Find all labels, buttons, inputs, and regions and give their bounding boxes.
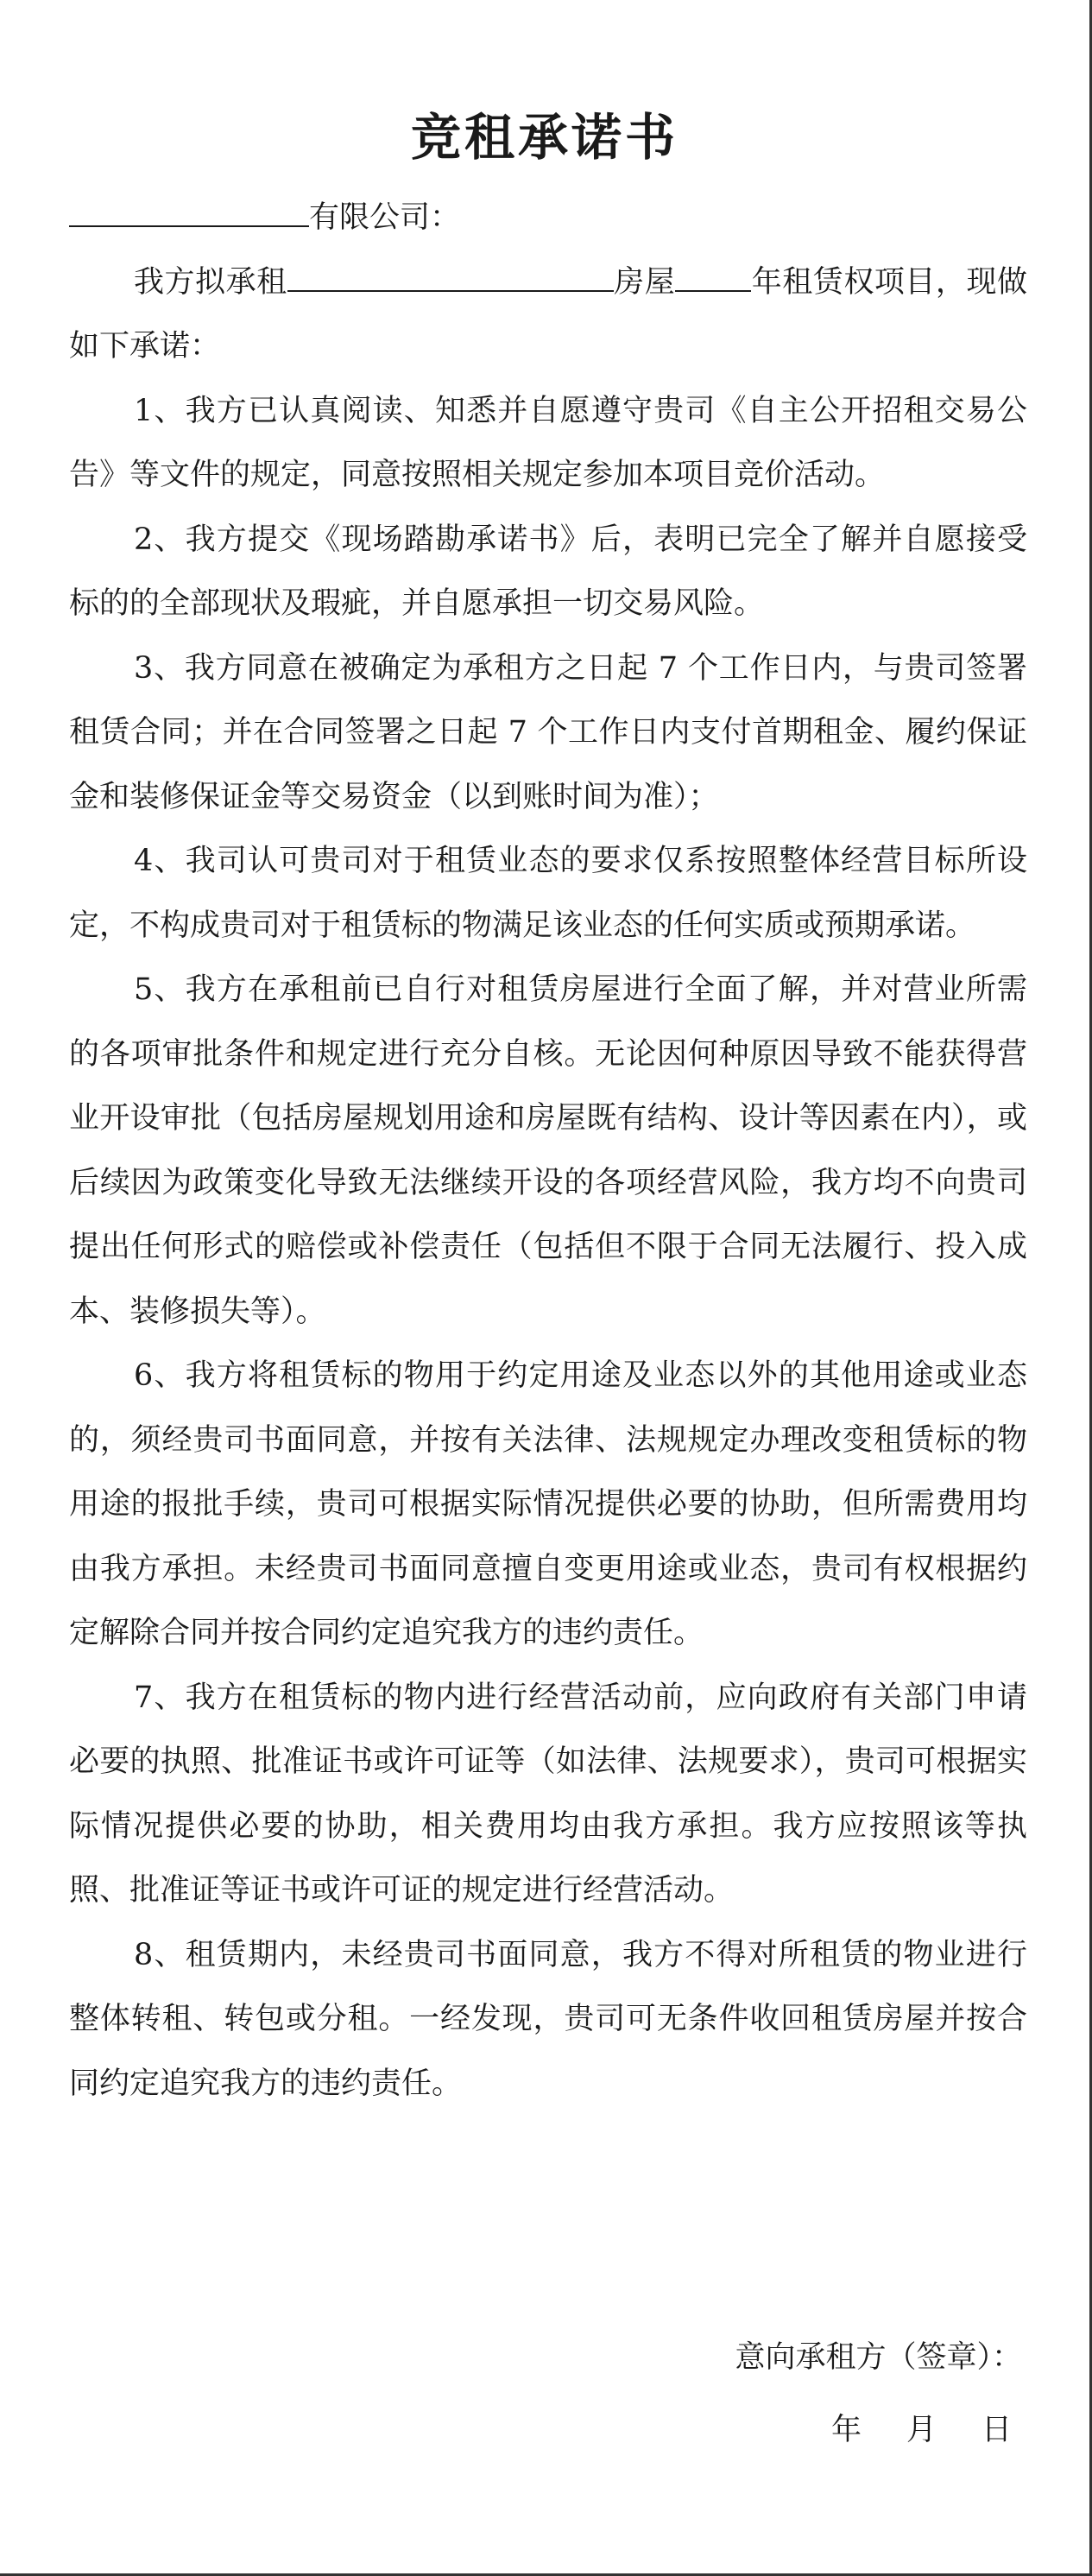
company-name-blank [69,191,309,227]
intro-text-1: 我方拟承租 [134,264,287,300]
addressee-suffix: 有限公司： [309,200,461,235]
clause-8: 8、租赁期内，未经贵司书面同意，我方不得对所租赁的物业进行整体转租、转包或分租。一经发现，贵司可无条件收回租赁房屋并按合同约定追究我方的违约责任。 [69,1937,1027,2101]
intro-text-2: 房屋 [613,264,676,300]
document-title: 竞租承诺书 [410,108,679,167]
clause-5: 5、我方在承租前已自行对租赁房屋进行全面了解，并对营业所需的各项审批条件和规定进行充分自核。无论因何种原因导致不能获得营业开设审批（包括房屋规划用途和房屋既有结构、设计等因素在内），或后续因为政策变化导致无法继续开设的各项经营风险，我方均不向贵司提出任何形式的赔偿或补偿责任（包括但不限于合同无法履行、投入成本、装修损失等）。 [69,972,1027,1329]
signature-label: 意向承租方（签章）： [735,2340,1022,2375]
signature-block [735,2321,1022,2466]
intro-paragraph [69,250,1027,379]
clause-6: 6、我方将租赁标的物用于约定用途及业态以外的其他用途或业态的，须经贵司书面同意，并按有关法律、法规规定办理改变租赁标的物用途的报批手续，贵司可根据实际情况提供必要的协助，但所需费用均由我方承担。未经贵司书面同意擅自变更用途或业态，贵司有权根据约定解除合同并按合同约定追究我方的违约责任。 [69,1358,1027,1650]
clause-2: 2、我方提交《现场踏勘承诺书》后，表明已完全了解并自愿接受标的的全部现状及瑕疵，并自愿承担一切交易风险。 [69,522,1027,621]
date-line [735,2394,1022,2466]
date-month: 月 [906,2413,937,2447]
document-body [69,186,1027,2116]
house-blank [287,256,614,292]
clause-7: 7、我方在租赁标的物内进行经营活动前，应向政府有关部门申请必要的执照、批准证书或许可证等（如法律、法规要求），贵司可根据实际情况提供必要的协助，相关费用均由我方承担。我方应按照该等执照、批准证等证书或许可证的规定进行经营活动。 [69,1680,1027,1908]
clause-3: 3、我方同意在被确定为承租方之日起 7 个工作日内，与贵司签署租赁合同；并在合同签署之日起 7 个工作日内支付首期租金、履约保证金和装修保证金等交易资金（以到账时间为准）； [69,650,1027,814]
years-blank [675,256,751,292]
addressee-line [69,186,1027,250]
date-day: 日 [981,2413,1012,2447]
intro-text-3: 年租赁权项目，现做如下承诺： [69,264,1027,364]
date-year: 年 [830,2413,862,2447]
clause-4: 4、我司认可贵司对于租赁业态的要求仅系按照整体经营目标所设定，不构成贵司对于租赁标的物满足该业态的任何实质或预期承诺。 [69,844,1027,943]
clause-1: 1、我方已认真阅读、知悉并自愿遵守贵司《自主公开招租交易公告》等文件的规定，同意按照相关规定参加本项目竞价活动。 [69,393,1027,492]
